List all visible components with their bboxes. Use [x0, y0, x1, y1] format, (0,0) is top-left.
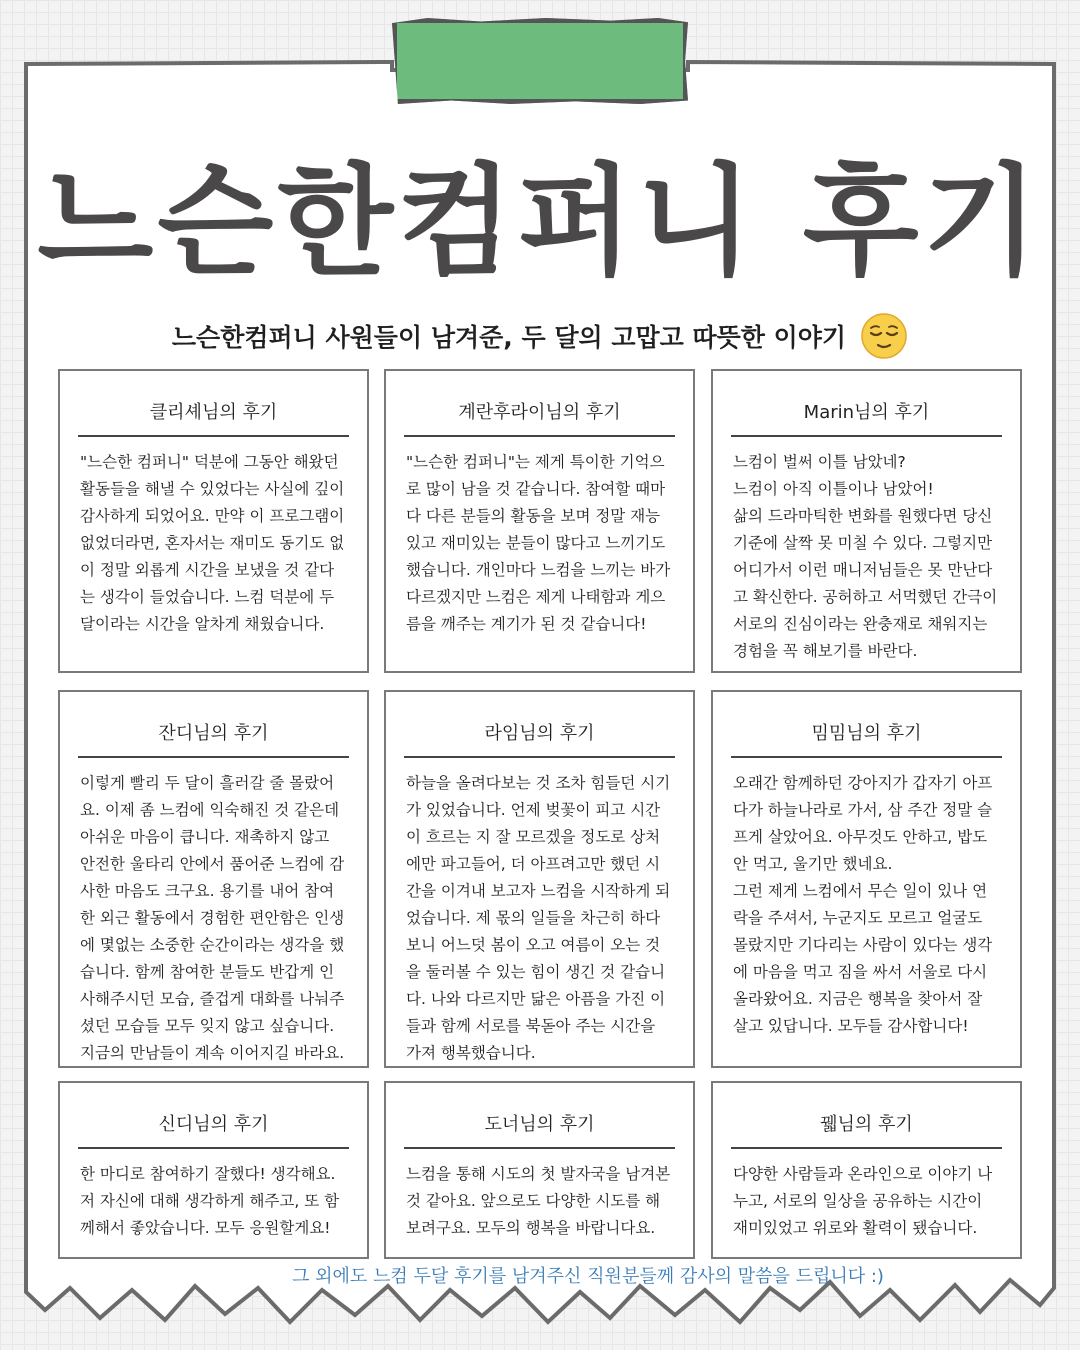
review-card-marin [711, 369, 1022, 673]
review-title: 클리셰님의 후기 [78, 371, 349, 437]
review-card-kkwel [711, 1081, 1022, 1259]
review-card-jandi [58, 690, 369, 1068]
relieved-face-icon [860, 312, 908, 360]
review-body: "느슨한 컴퍼니" 덕분에 그동안 해왔던 활동들을 해낼 수 있었다는 사실에 깊이 감사하게 되었어요. 만약 이 프로그램이 없었더라면, 혼자서는 재미도 동기도 없이 정말 외롭게 시간을 보냈을 것 같다는 생각이 들었습니다. 느컴 덕분에 두 달이라는 시간을 알차게 채웠습니다. [80, 453, 345, 633]
page-subtitle: 느슨한컴퍼니 사원들이 남겨준, 두 달의 고맙고 따뜻한 이야기 [171, 323, 847, 352]
review-body: 이렇게 빨리 두 달이 흘러갈 줄 몰랐어요. 이제 좀 느컴에 익숙해진 것 같은데 아쉬운 마음이 큽니다. 재촉하지 않고 안전한 울타리 안에서 품어준 느컴에 감사한 마음도 크구요. 용기를 내어 참여한 외근 활동에서 경험한 편안함은 인생에 몇없는 소중한 순간이라는 생각을 했습니다. 함께 참여한 분들도 반갑게 인사해주시던 모습, 즐겁게 대화를 나눠주셨던 모습들 모두 잊지 않고 싶습니다. 지금의 만남들이 계속 이어지길 바라요. [80, 774, 345, 1062]
review-body: 하늘을 올려다보는 것 조차 힘들던 시기가 있었습니다. 언제 벚꽃이 피고 시간이 흐르는 지 잘 모르겠을 정도로 상처에만 파고들어, 더 아프려고만 했던 시간을 이겨내 보고자 느컴을 시작하게 되었습니다. 제 몫의 일들을 차근히 하다보니 어느덧 봄이 오고 여름이 오는 것을 둘러볼 수 있는 힘이 생긴 것 같습니다. 나와 다르지만 닮은 아픔을 가진 이들과 함께 서로를 북돋아 주는 시간을 가져 행복했습니다. [406, 774, 671, 1062]
review-title: 계란후라이님의 후기 [404, 371, 675, 437]
review-title: 밈밈님의 후기 [731, 692, 1002, 758]
review-card-lime [384, 690, 695, 1068]
review-title: 꿻님의 후기 [731, 1083, 1002, 1149]
review-body: "느슨한 컴퍼니"는 제게 특이한 기억으로 많이 남을 것 같습니다. 참여할 때마다 다른 분들의 활동을 보며 정말 재능있고 재미있는 분들이 많다고 느끼기도 했습니다. 개인마다 느컴을 느끼는 바가 다르겠지만 느컴은 제게 나태함과 게으름을 깨주는 계기가 된 것 같습니다! [406, 453, 671, 633]
review-card-doner [384, 1081, 695, 1259]
review-card-cliche [58, 369, 369, 673]
review-card-mimmim [711, 690, 1022, 1068]
review-body: 다양한 사람들과 온라인으로 이야기 나누고, 서로의 일상을 공유하는 시간이 재미있었고 위로와 활력이 됐습니다. [733, 1165, 993, 1237]
review-title: Marin님의 후기 [731, 371, 1002, 437]
review-title: 도너님의 후기 [404, 1083, 675, 1149]
review-body: 느컴을 통해 시도의 첫 발자국을 남겨본 것 같아요. 앞으로도 다양한 시도를 해보려구요. 모두의 행복을 바랍니다요. [406, 1165, 671, 1237]
review-body: 오래간 함께하던 강아지가 갑자기 아프다가 하늘나라로 가서, 삼 주간 정말 슬프게 살았어요. 아무것도 안하고, 밥도 안 먹고, 울기만 했네요. 그런 제게 느컴에서 무슨 일이 있나 연락을 주셔서, 누군지도 모르고 얼굴도 몰랐지만 기다리는 사람이 있다는 생각에 마음을 먹고 짐을 싸서 서울로 다시 올라왔어요. 지금은 행복을 찾아서 잘 살고 있답니다. 모두들 감사합니다! [733, 774, 993, 1035]
footer-thanks-note: 그 외에도 느컴 두달 후기를 남겨주신 직원분들께 감사의 말씀을 드립니다 :) [292, 1266, 884, 1287]
page-title: 느슨한컴퍼니 후기 [37, 153, 1043, 292]
review-card-cindy [58, 1081, 369, 1259]
review-title: 잔디님의 후기 [78, 692, 349, 758]
green-tape-decoration [392, 18, 688, 104]
review-body: 느컴이 벌써 이틀 남았네? 느컴이 아직 이틀이나 남았어! 삶의 드라마틱한 변화를 원했다면 당신 기준에 살짝 못 미칠 수 있다. 그렇지만 어디가서 이런 매니저님들은 못 만난다고 확신한다. 공허하고 서먹했던 간극이 서로의 진심이라는 완충재로 채워지는 경험을 꼭 해보기를 바란다. [733, 453, 998, 660]
review-card-egg-fry [384, 369, 695, 673]
review-body: 한 마디로 참여하기 잘했다! 생각해요. 저 자신에 대해 생각하게 해주고, 또 함께해서 좋았습니다. 모두 응원할게요! [80, 1165, 340, 1237]
review-title: 라임님의 후기 [404, 692, 675, 758]
subtitle-row [0, 312, 1080, 360]
review-title: 신디님의 후기 [78, 1083, 349, 1149]
